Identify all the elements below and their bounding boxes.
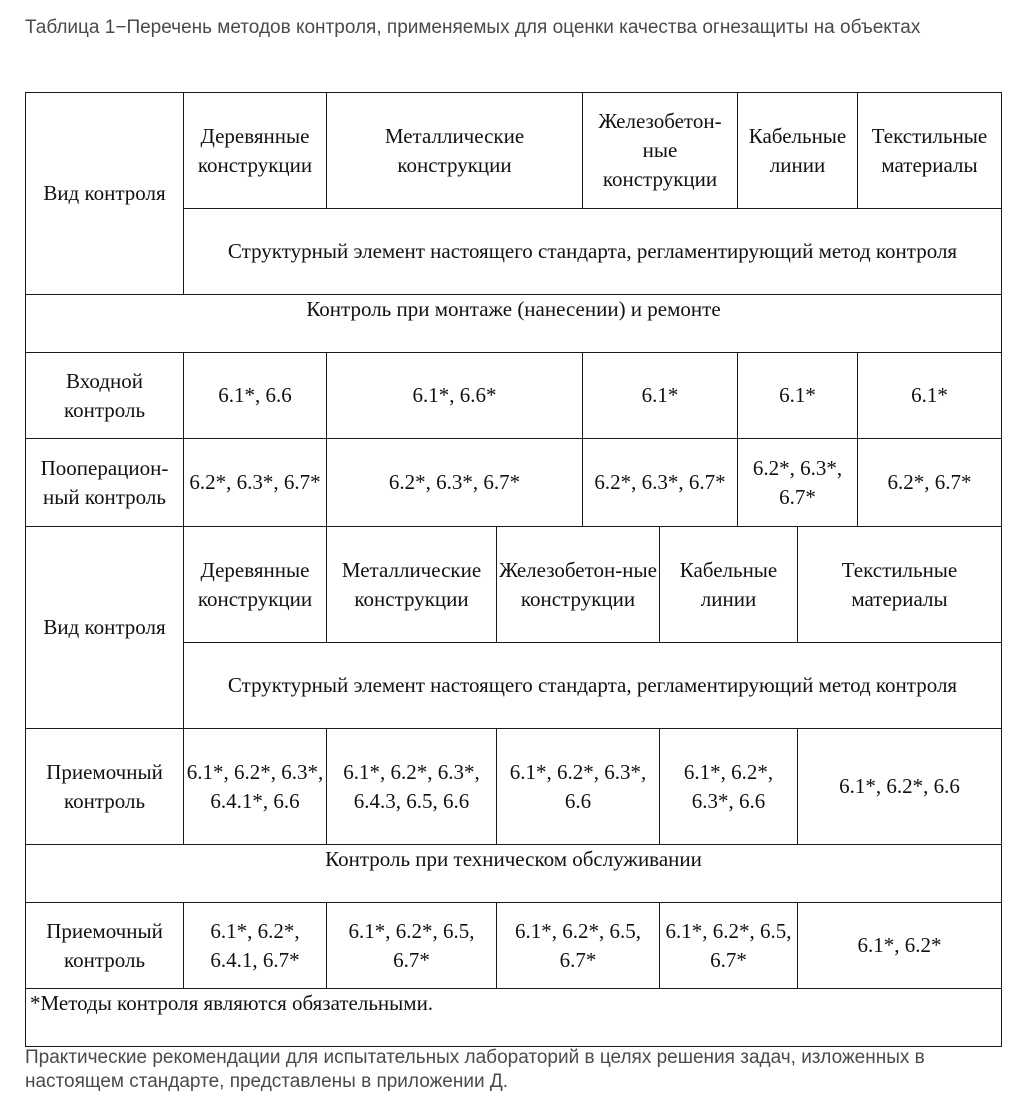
table-cell: 6.1* [583,353,738,439]
table-cell: 6.2*, 6.3*, 6.7* [583,439,738,527]
header-row [26,93,1002,209]
header-col-concrete: Железобетон-ные конструкции [583,93,738,209]
row-label: Приемочный контроль [26,729,184,845]
header-col-metal: Металлические конструкции [327,93,583,209]
table-row [26,903,1002,989]
table-cell: 6.1*, 6.2*, 6.5, 6.7* [660,903,798,989]
table-cell: 6.1*, 6.6* [327,353,583,439]
table-cell: 6.1*, 6.2*, 6.6 [798,729,1002,845]
structural-element-cell: Структурный элемент настоящего стандарта, регламентирующий метод контроля [184,209,1002,295]
table-cell: 6.1*, 6.6 [184,353,327,439]
practical-note: Практические рекомендации для испытательных лабораторий в целях решения задач, изложенных в настоящем стандарте, представлены в приложении Д. [25,1047,925,1092]
table-cell: 6.1*, 6.2*, 6.5, 6.7* [497,903,660,989]
table-row [26,729,1002,845]
table-cell: 6.1* [858,353,1002,439]
row-label: Пооперацион-ный контроль [26,439,184,527]
table-cell: 6.1*, 6.2*, 6.3*, 6.4.1*, 6.6 [184,729,327,845]
section-row [26,845,1002,903]
table-cell: 6.2*, 6.7* [858,439,1002,527]
section-title: Контроль при техническом обслуживании [26,845,1002,903]
header-col-wood: Деревянные конструкции [184,527,327,643]
header-col-metal: Металлические конструкции [327,527,497,643]
table-caption: Таблица 1−Перечень методов контроля, применяемых для оценки качества огнезащиты на объектах [25,17,921,38]
header-col-wood: Деревянные конструкции [184,93,327,209]
table-cell: 6.2*, 6.3*, 6.7* [184,439,327,527]
table-cell: 6.1*, 6.2*, 6.3*, 6.4.3, 6.5, 6.6 [327,729,497,845]
footnote: *Методы контроля являются обязательными. [26,989,1002,1047]
row-label: Входной контроль [26,353,184,439]
table-cell: 6.2*, 6.3*, 6.7* [327,439,583,527]
header-col-textile: Текстильные материалы [798,527,1002,643]
table-cell: 6.1*, 6.2* [798,903,1002,989]
control-methods-table [25,92,1002,1047]
header-col-cable: Кабельные линии [660,527,798,643]
table-cell: 6.1* [738,353,858,439]
table-cell: 6.1*, 6.2*, 6.5, 6.7* [327,903,497,989]
structural-element-cell: Структурный элемент настоящего стандарта, регламентирующий метод контроля [184,643,1002,729]
table-cell: 6.2*, 6.3*, 6.7* [738,439,858,527]
table-row [26,439,1002,527]
table-cell: 6.1*, 6.2*, 6.4.1, 6.7* [184,903,327,989]
table-row [26,353,1002,439]
header-col-concrete: Железобетон-ные конструкции [497,527,660,643]
header-col-textile: Текстильные материалы [858,93,1002,209]
row-label: Приемочный контроль [26,903,184,989]
section-title: Контроль при монтаже (нанесении) и ремонте [26,295,1002,353]
table-cell: 6.1*, 6.2*, 6.3*, 6.6 [660,729,798,845]
header-kind-cell: Вид контроля [26,527,184,729]
footnote-row [26,989,1002,1047]
section-row [26,295,1002,353]
table-cell: 6.1*, 6.2*, 6.3*, 6.6 [497,729,660,845]
header-row [26,527,1002,643]
header-kind-cell: Вид контроля [26,93,184,295]
header-col-cable: Кабельные линии [738,93,858,209]
